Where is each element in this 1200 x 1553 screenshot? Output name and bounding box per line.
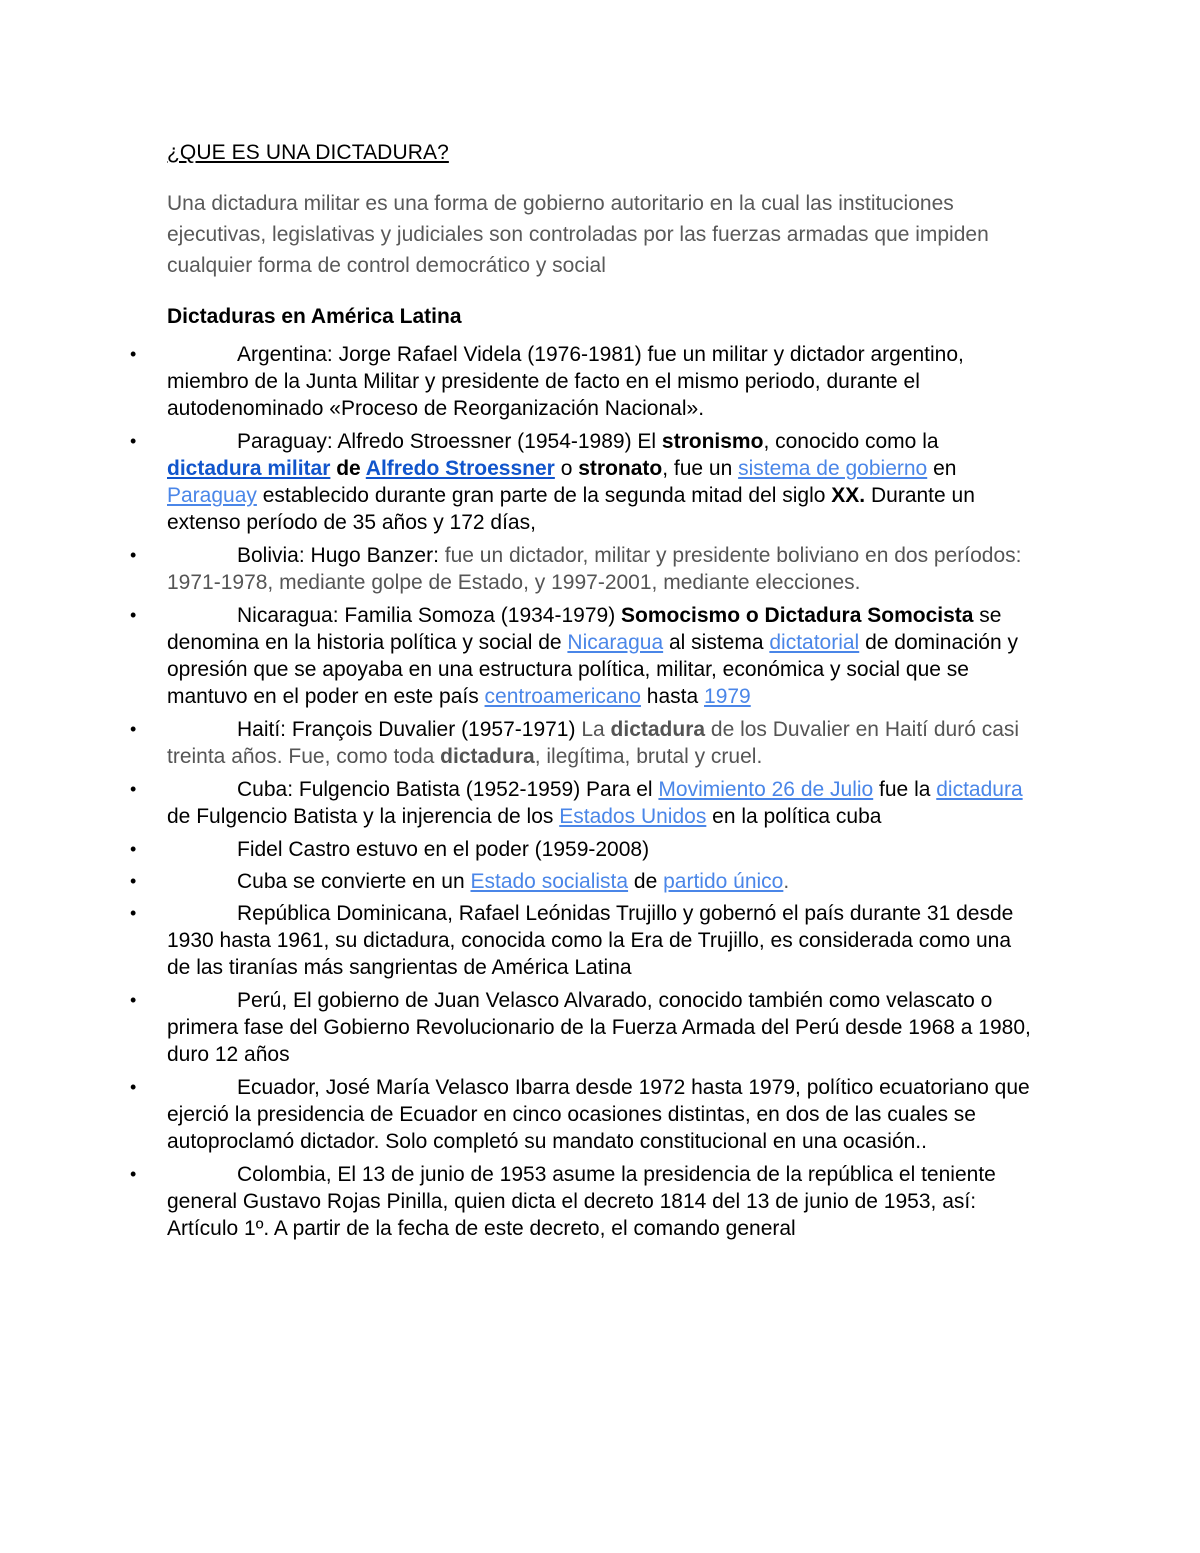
item-text: Ecuador, José María Velasco Ibarra desde 1972 hasta 1979, político ecuatoriano que ejerció la presidencia de Ecuador en cinco ocasiones distintas, en dos de las cuales se autoproclamó dictador. Solo completó su mandato constitucional en una ocasión.. bbox=[167, 1076, 1030, 1153]
item-text: al sistema bbox=[663, 631, 770, 654]
link-alfredo-stroessner[interactable]: Alfredo Stroessner bbox=[365, 457, 555, 480]
item-text: Perú, El gobierno de Juan Velasco Alvarado, conocido también como velascato o primera fase del Gobierno Revolucionario de la Fuerza Armada del Perú desde 1968 a 1980, duro 12 años bbox=[167, 989, 1031, 1066]
list-item-nicaragua bbox=[130, 602, 1037, 710]
bold-term: de bbox=[330, 457, 366, 480]
link-estados-unidos[interactable]: Estados Unidos bbox=[559, 805, 707, 828]
item-text: Nicaragua: Familia Somoza (1934-1979) bbox=[237, 604, 622, 627]
bold-term: Somocismo o Dictadura Somocista bbox=[621, 604, 974, 627]
dictatorships-list bbox=[130, 341, 1037, 1242]
bullet-icon: • bbox=[130, 779, 137, 799]
bullet-icon: • bbox=[130, 839, 137, 859]
list-item-colombia bbox=[130, 1161, 1037, 1242]
item-text: Durante un extenso período de 35 años y 172 días, bbox=[167, 484, 975, 534]
document-title: ¿QUE ES UNA DICTADURA? bbox=[167, 141, 449, 164]
section-heading: Dictaduras en América Latina bbox=[167, 305, 462, 328]
item-text: República Dominicana, Rafael Leónidas Trujillo y gobernó el país durante 31 desde 1930 hasta 1961, su dictadura, conocida como la Era de Trujillo, es considerada como una de las tiranías más sangrientas de América Latina bbox=[167, 902, 1014, 979]
item-text: , ilegítima, brutal y cruel. bbox=[534, 745, 763, 768]
list-item-ecuador bbox=[130, 1074, 1037, 1155]
bold-term: stronismo bbox=[661, 430, 764, 453]
item-text: fue la bbox=[873, 778, 937, 801]
item-text: Cuba se convierte en un bbox=[237, 870, 471, 893]
item-text: , fue un bbox=[662, 457, 739, 480]
item-text: de dominación y opresión que se apoyaba en una estructura política, militar, económica y social que se mantuvo en el poder en este país bbox=[167, 631, 1018, 708]
bullet-icon: • bbox=[130, 719, 137, 739]
bullet-icon: • bbox=[130, 871, 137, 891]
item-text: o bbox=[554, 457, 579, 480]
item-text: establecido durante gran parte de la segunda mitad del siglo bbox=[256, 484, 832, 507]
item-text: en la política cuba bbox=[706, 805, 882, 828]
bullet-icon: • bbox=[130, 903, 137, 923]
link-dictatorial[interactable]: dictatorial bbox=[769, 631, 860, 654]
link-sistema-de-gobierno[interactable]: sistema de gobierno bbox=[738, 457, 928, 480]
list-item-argentina bbox=[130, 341, 1037, 422]
item-text: Colombia, El 13 de junio de 1953 asume la presidencia de la república el teniente general Gustavo Rojas Pinilla, quien dicta el decreto 1814 del 13 de junio de 1953, así: Artículo 1º. A partir de la fecha de este decreto, el comando general bbox=[167, 1163, 996, 1240]
list-item-haiti bbox=[130, 716, 1037, 770]
bold-term: stronato bbox=[578, 457, 663, 480]
bullet-icon: • bbox=[130, 605, 137, 625]
bold-term: dictadura bbox=[440, 745, 535, 768]
item-text: de Fulgencio Batista y la injerencia de los bbox=[167, 805, 560, 828]
item-text: en bbox=[927, 457, 957, 480]
link-partido-unico[interactable]: partido único bbox=[663, 870, 784, 893]
item-text: de bbox=[628, 870, 664, 893]
bullet-icon: • bbox=[130, 545, 137, 565]
bullet-icon: • bbox=[130, 1077, 137, 1097]
list-item-cuba-socialista bbox=[130, 868, 1037, 895]
item-text: Fidel Castro estuvo en el poder (1959-2008) bbox=[237, 838, 650, 861]
bullet-icon: • bbox=[130, 431, 137, 451]
link-1979[interactable]: 1979 bbox=[704, 685, 751, 708]
link-paraguay[interactable]: Paraguay bbox=[167, 484, 257, 507]
intro-paragraph: Una dictadura militar es una forma de gobierno autoritario en la cual las instituciones ejecutivas, legislativas y judiciales son controladas por las fuerzas armadas que impiden cualquier forma de control democrático y social bbox=[167, 192, 989, 277]
link-nicaragua[interactable]: Nicaragua bbox=[567, 631, 664, 654]
list-item-republica-dominicana bbox=[130, 900, 1037, 981]
item-text: La bbox=[581, 718, 611, 741]
item-text: Haití: François Duvalier (1957-1971) bbox=[237, 718, 582, 741]
bold-term: XX. bbox=[831, 484, 866, 507]
list-item-cuba-batista bbox=[130, 776, 1037, 830]
item-text: de los Duvalier en Haití duró casi treinta años. Fue, como toda bbox=[167, 718, 1020, 768]
bullet-icon: • bbox=[130, 344, 137, 364]
bullet-icon: • bbox=[130, 1164, 137, 1184]
list-item-paraguay bbox=[130, 428, 1037, 536]
item-text: se denomina en la historia política y social de bbox=[167, 604, 1002, 654]
link-estado-socialista[interactable]: Estado socialista bbox=[470, 870, 629, 893]
item-text: hasta bbox=[640, 685, 705, 708]
item-text: Bolivia: Hugo Banzer: bbox=[237, 544, 445, 567]
bold-term: dictadura bbox=[610, 718, 706, 741]
link-movimiento-26-de-julio[interactable]: Movimiento 26 de Julio bbox=[658, 778, 874, 801]
item-text: fue un dictador, militar y presidente boliviano en dos períodos: 1971-1978, mediante golpe de Estado, y 1997-2001, mediante elecciones. bbox=[167, 544, 1022, 594]
list-item-bolivia bbox=[130, 542, 1037, 596]
bullet-icon: • bbox=[130, 990, 137, 1010]
link-dictadura-militar[interactable]: dictadura militar bbox=[167, 457, 331, 480]
item-text: Cuba: Fulgencio Batista (1952-1959) Para el bbox=[237, 778, 659, 801]
document-content bbox=[130, 140, 1037, 1248]
item-text: . bbox=[783, 870, 790, 893]
list-item-fidel-castro bbox=[130, 836, 1037, 863]
item-text: , conocido como la bbox=[763, 430, 939, 453]
item-text: Paraguay: Alfredo Stroessner (1954-1989) El bbox=[237, 430, 662, 453]
item-text: Argentina: Jorge Rafael Videla (1976-1981) fue un militar y dictador argentino, miembro de la Junta Militar y presidente de facto en el mismo periodo, durante el autodenominado «Proceso de Reorganización Nacional». bbox=[167, 343, 964, 420]
link-dictadura[interactable]: dictadura bbox=[936, 778, 1023, 801]
list-item-peru bbox=[130, 987, 1037, 1068]
link-centroamericano[interactable]: centroamericano bbox=[484, 685, 641, 708]
